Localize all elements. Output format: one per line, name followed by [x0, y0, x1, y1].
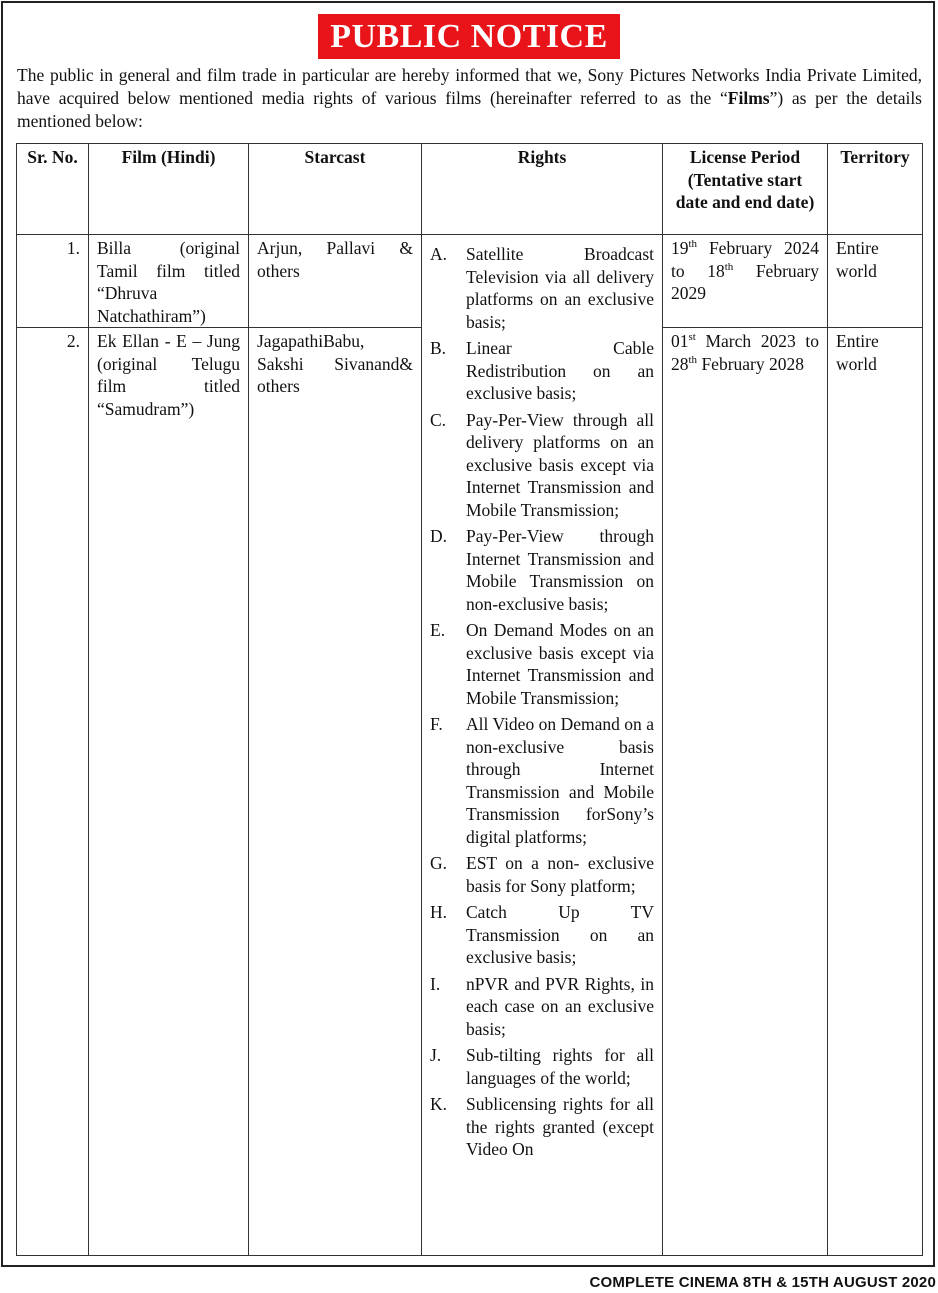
rights-item-text: EST on a non- exclusive basis for Sony platform; — [466, 853, 654, 896]
rights-item-text: All Video on Demand on a non-exclusive basis through Internet Transmission and Mobile Transmission forSony’s digital platforms; — [466, 714, 654, 847]
table-header-row — [17, 144, 923, 235]
rights-item-letter: D. — [430, 526, 448, 546]
rights-item — [430, 901, 654, 969]
row2-sr: 2. — [17, 328, 89, 1256]
intro-paragraph — [17, 64, 922, 133]
header-rights: Rights — [422, 144, 663, 235]
rights-item-letter: F. — [430, 714, 443, 734]
rights-item — [430, 1044, 654, 1089]
rights-item — [430, 525, 654, 615]
rights-item — [430, 243, 654, 333]
rights-item — [430, 619, 654, 709]
rights-list — [430, 237, 654, 1161]
rights-item — [430, 337, 654, 405]
row2-license: 01st March 2023 to 28th February 2028 — [663, 328, 828, 1256]
row1-territory: Entire world — [828, 235, 923, 328]
row1-film: Billa (original Tamil film titled “Dhruva Natchathiram”) — [89, 235, 249, 328]
row1-sr: 1. — [17, 235, 89, 328]
rights-item-letter: J. — [430, 1045, 442, 1065]
row2-film: Ek Ellan - E – Jung (original Telugu film titled “Samudram”) — [89, 328, 249, 1256]
row2-starcast: JagapathiBabu, Sakshi Sivanand& others — [249, 328, 422, 1256]
rights-item-text: Pay-Per-View through all delivery platforms on an exclusive basis except via Internet Transmission and Mobile Transmission; — [466, 409, 654, 520]
rights-item — [430, 409, 654, 522]
header-sr: Sr. No. — [17, 144, 89, 235]
rights-cell — [422, 235, 663, 1256]
row1-license: 19th February 2024 to 18th February 2029 — [663, 235, 828, 328]
rights-item — [430, 852, 654, 897]
intro-text-start: The public in general and film trade in particular are hereby informed that we, Sony Pictures Networks India Private Limited, have acquired below mentioned media rights of various films (hereinafter referred to as the “ — [17, 65, 922, 108]
rights-item-text: On Demand Modes on an exclusive basis except via Internet Transmission and Mobile Transmission; — [466, 620, 654, 708]
rights-item-text: Catch Up TV Transmission on an exclusive basis; — [466, 902, 654, 967]
rights-item — [430, 973, 654, 1041]
header-film: Film (Hindi) — [89, 144, 249, 235]
rights-item-text: Sublicensing rights for all the rights granted (except Video On — [466, 1094, 654, 1159]
rights-table — [16, 143, 923, 1256]
title-banner — [318, 14, 620, 59]
rights-item-letter: K. — [430, 1094, 448, 1114]
rights-item-letter: C. — [430, 409, 447, 430]
table-row — [17, 235, 923, 328]
intro-text-end: ”) as per the details mentioned below: — [17, 88, 922, 131]
rights-item-letter: B. — [430, 338, 447, 358]
rights-item-letter: A. — [430, 244, 448, 264]
rights-item-text: Linear Cable Redistribution on an exclusive basis; — [466, 338, 654, 403]
page-title: PUBLIC NOTICE — [330, 18, 608, 55]
rights-item-letter: E. — [430, 620, 446, 640]
rights-item-letter: G. — [430, 853, 448, 873]
row1-starcast: Arjun, Pallavi & others — [249, 235, 422, 328]
rights-item-letter: H. — [430, 902, 448, 922]
header-license: License Period (Tentative start date and end date) — [663, 144, 828, 235]
intro-films-term: Films — [727, 88, 770, 108]
publication-footer: COMPLETE CINEMA 8TH & 15TH AUGUST 2020 — [589, 1274, 936, 1291]
rights-item-text: nPVR and PVR Rights, in each case on an exclusive basis; — [466, 973, 654, 1039]
rights-item-text: Pay-Per-View through Internet Transmission and Mobile Transmission on non-exclusive basis; — [466, 526, 654, 614]
rights-item — [430, 1093, 654, 1161]
rights-item — [430, 713, 654, 848]
rights-item-text: Sub-tilting rights for all languages of the world; — [466, 1045, 654, 1088]
row2-territory: Entire world — [828, 328, 923, 1256]
header-starcast: Starcast — [249, 144, 422, 235]
rights-item-letter: I. — [430, 973, 441, 994]
header-territory: Territory — [828, 144, 923, 235]
rights-item-text: Satellite Broadcast Television via all delivery platforms on an exclusive basis; — [466, 244, 654, 332]
